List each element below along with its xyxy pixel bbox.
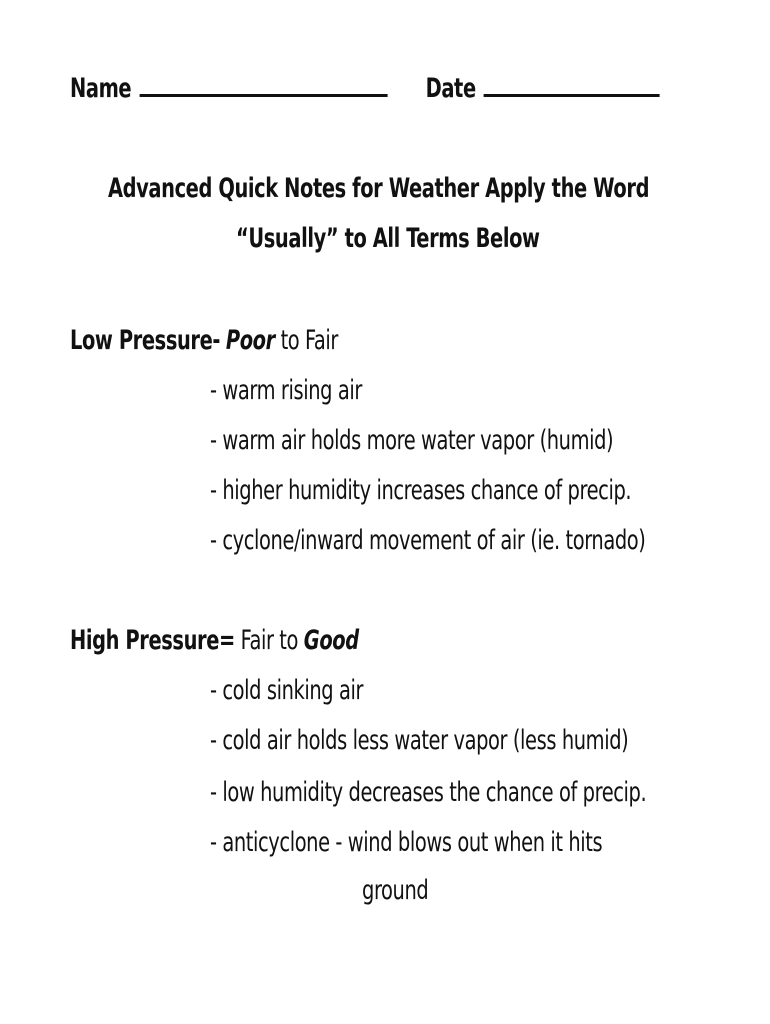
low-pressure-bullet: - higher humidity increases chance of precip.	[210, 475, 632, 506]
date-label: Date	[425, 73, 476, 104]
high-pressure-quality-rest: Fair to	[240, 625, 299, 656]
high-pressure-bullet: - cold air holds less water vapor (less humid)	[210, 725, 629, 756]
low-pressure-term: Low Pressure-	[70, 325, 221, 356]
low-pressure-quality-poor: Poor	[225, 325, 275, 356]
date-blank	[484, 74, 660, 97]
high-pressure-bullet: - low humidity decreases the chance of precip.	[210, 777, 647, 808]
title-line-2: “Usually” to All Terms Below	[236, 223, 540, 254]
low-pressure-quality-rest: to Fair	[280, 325, 338, 356]
name-blank	[139, 74, 387, 97]
low-pressure-bullet: - warm air holds more water vapor (humid)	[210, 425, 614, 456]
high-pressure-term: High Pressure=	[70, 625, 235, 656]
title-line-1: Advanced Quick Notes for Weather Apply the Word	[108, 173, 650, 204]
high-pressure-bullet: - cold sinking air	[210, 675, 364, 706]
header-row	[70, 72, 660, 106]
high-pressure-quality-good: Good	[303, 625, 359, 656]
high-pressure-bullet-continuation: ground	[362, 875, 429, 906]
high-pressure-heading	[70, 624, 359, 658]
low-pressure-bullet: - warm rising air	[210, 375, 362, 406]
low-pressure-bullet: - cyclone/inward movement of air (ie. tornado)	[210, 525, 646, 556]
name-label: Name	[70, 73, 132, 104]
high-pressure-bullet: - anticyclone - wind blows out when it hits	[210, 827, 603, 858]
low-pressure-heading	[70, 324, 338, 358]
